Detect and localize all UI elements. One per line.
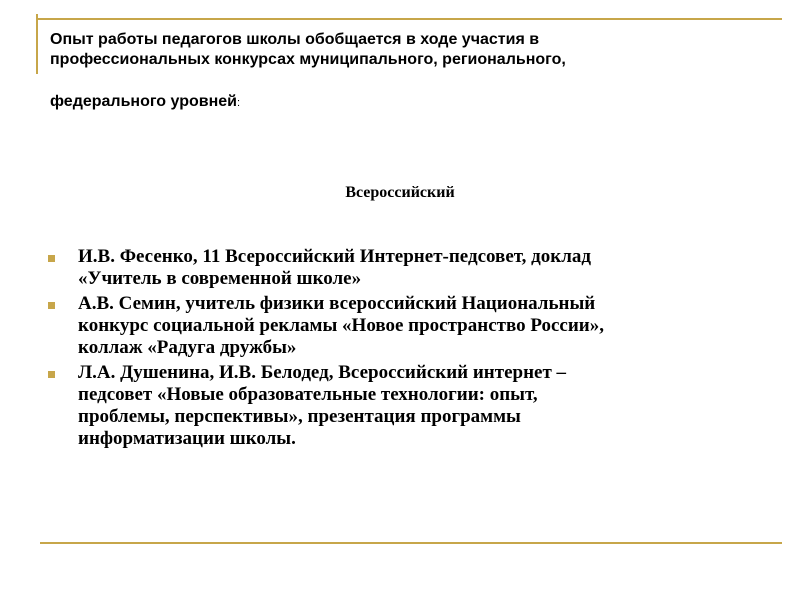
title-line-1: Опыт работы педагогов школы обобщается в ходе участия в	[50, 31, 540, 48]
list-item	[44, 362, 734, 450]
slide-title	[50, 30, 770, 113]
bottom-accent-rule	[40, 542, 782, 544]
title-line-3-text: федерального уровней	[50, 93, 237, 110]
list-item-line: педсовет «Новые образовательные технологии: опыт,	[78, 384, 538, 405]
square-bullet-icon	[48, 371, 55, 378]
title-colon: :	[237, 97, 241, 109]
left-accent-rule	[36, 14, 38, 74]
list-item	[44, 246, 734, 290]
square-bullet-icon	[48, 302, 55, 309]
list-item	[44, 293, 734, 359]
list-item-line: коллаж «Радуга дружбы»	[78, 337, 297, 358]
list-item-line: конкурс социальной рекламы «Новое пространство России»,	[78, 315, 604, 336]
square-bullet-icon	[48, 255, 55, 262]
list-item-line: информатизации школы.	[78, 428, 296, 449]
participation-list	[44, 246, 734, 453]
title-line-3	[50, 92, 770, 113]
title-line-2: профессиональных конкурсах муниципального, регионального,	[50, 51, 566, 68]
list-item-line: Л.А. Душенина, И.В. Белодед, Всероссийский интернет –	[78, 362, 567, 383]
section-subheading: Всероссийский	[345, 184, 455, 201]
list-item-line: проблемы, перспективы», презентация программы	[78, 406, 521, 427]
top-accent-rule	[36, 18, 782, 20]
list-item-line: «Учитель в современной школе»	[78, 268, 362, 289]
list-item-line: А.В. Семин, учитель физики всероссийский Национальный	[78, 293, 596, 314]
list-item-line: И.В. Фесенко, 11 Всероссийский Интернет-педсовет, доклад	[78, 246, 591, 267]
